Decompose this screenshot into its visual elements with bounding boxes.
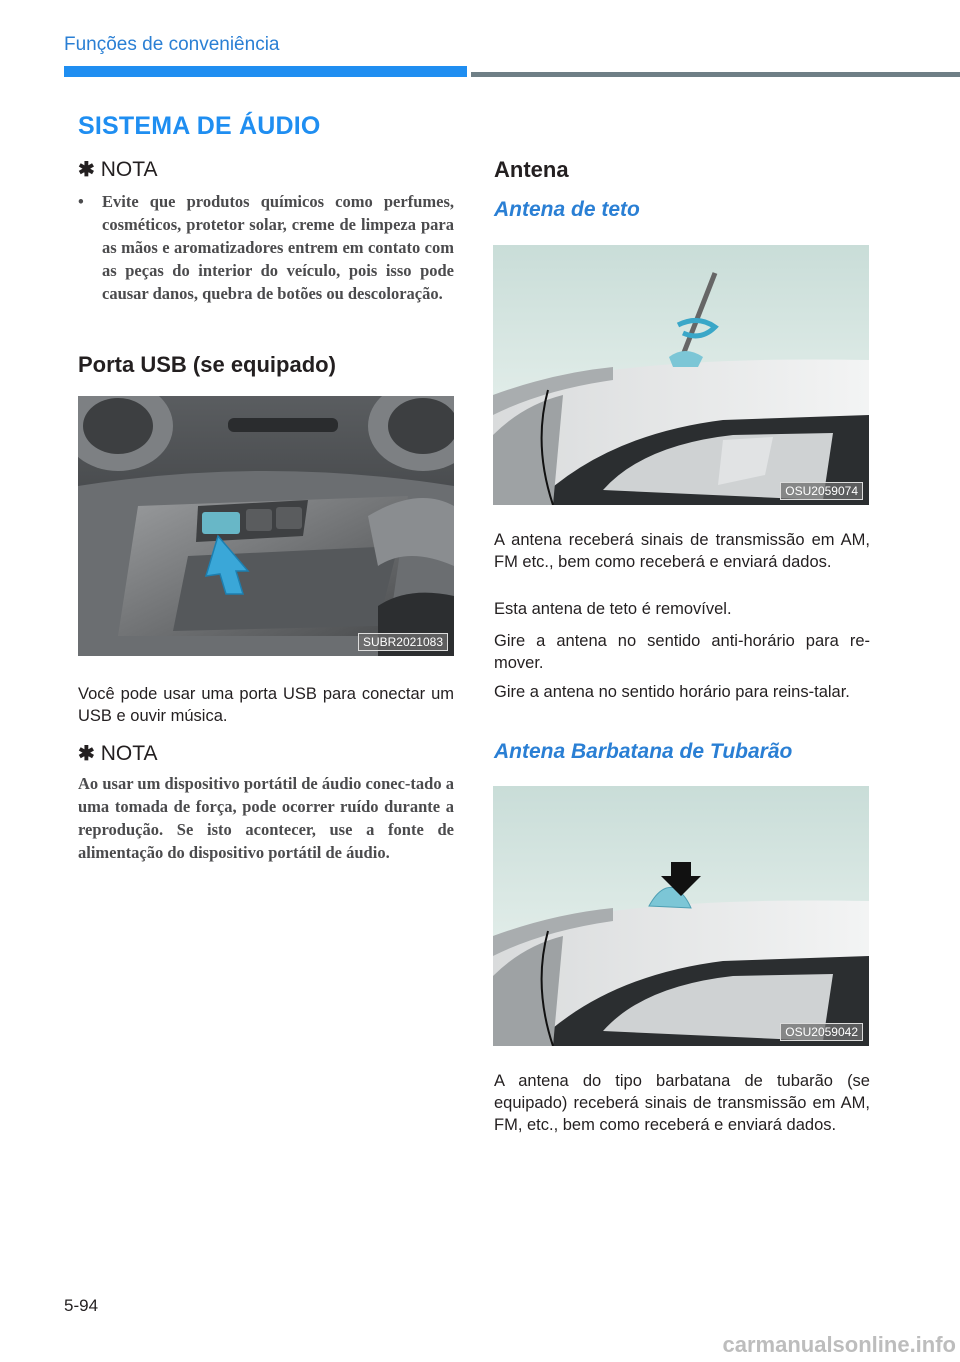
nota-1-text: Evite que produtos químicos como perfumes, cosméticos, protetor solar, creme de limpeza para as mãos e aromatizadores entrem em contato com as peças do interior do veículo, pois isso pode causar danos, quebra de botões ou descoloração. (102, 192, 454, 303)
usb-heading: Porta USB (se equipado) (78, 352, 336, 377)
nota-2-text: Ao usar um dispositivo portátil de áudio conec-tado a uma tomada de força, pode ocorrer ruído durante a reprodução. Se isto acontecer, use a fonte de alimentação do dispositivo portátil de áudio. (78, 774, 454, 862)
nota-1-bullet (78, 190, 454, 305)
teto-paragraph-2: Esta antena de teto é removível. (494, 600, 732, 618)
image-code: OSU2059074 (780, 482, 863, 500)
header-rule-gray (471, 72, 960, 77)
usb-port-image (78, 396, 454, 656)
bullet-icon: • (78, 192, 84, 211)
image-code: OSU2059042 (780, 1023, 863, 1041)
cross-icon: ✱ (78, 159, 95, 181)
nota-heading-1: ✱ NOTA (78, 157, 158, 181)
roof-antenna-image (493, 245, 869, 505)
tubarao-heading: Antena Barbatana de Tubarão (494, 740, 793, 763)
cross-icon: ✱ (78, 743, 95, 765)
usb-text: Você pode usar uma porta USB para conectar um USB e ouvir música. (78, 685, 454, 725)
header-rule-blue (64, 66, 467, 77)
section-title: SISTEMA DE ÁUDIO (78, 112, 321, 140)
watermark: carmanualsonline.info (722, 1332, 956, 1357)
shark-fin-antenna-image (493, 786, 869, 1046)
running-header: Funções de conveniência (64, 34, 280, 55)
antena-heading: Antena (494, 157, 569, 182)
antena-teto-heading: Antena de teto (494, 198, 640, 221)
tubarao-text: A antena do tipo barbatana de tubarão (se equipado) receberá sinais de transmissão em AM, FM, etc., bem como receberá e enviará dados. (494, 1072, 870, 1134)
teto-paragraph-3: Gire a antena no sentido anti-horário para re-mover. (494, 632, 870, 672)
teto-paragraph-4: Gire a antena no sentido horário para reins-talar. (494, 683, 850, 701)
page-number: 5-94 (64, 1296, 99, 1315)
nota-heading-2: ✱ NOTA (78, 741, 158, 765)
teto-paragraph-1: A antena receberá sinais de transmissão em AM, FM etc., bem como receberá e enviará dados. (494, 531, 870, 571)
image-code: SUBR2021083 (358, 633, 448, 651)
